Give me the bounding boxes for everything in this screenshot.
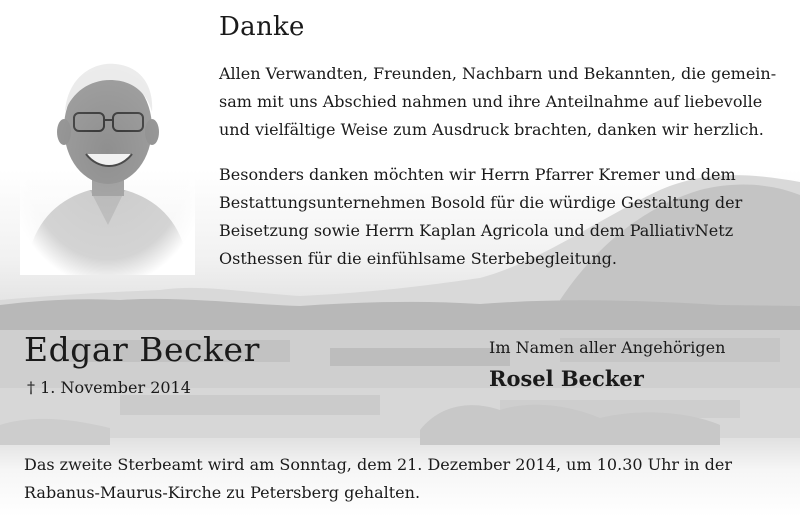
- text-line: Besonders danken möchten wir Herrn Pfarrer Kremer und dem: [219, 165, 736, 184]
- special-thanks-paragraph: [219, 161, 789, 273]
- text-line: Allen Verwandten, Freunden, Nachbarn und Bekannten, die gemein-: [219, 64, 777, 83]
- text-line: Rabanus-Maurus-Kirche zu Petersberg gehalten.: [24, 483, 421, 502]
- text-line: Osthessen für die einfühlsame Sterbebegleitung.: [219, 249, 617, 268]
- text-line: Bestattungsunternehmen Bosold für die würdige Gestaltung der: [219, 193, 743, 212]
- service-notice: [24, 451, 784, 507]
- signoff-name: Rosel Becker: [489, 366, 644, 391]
- signoff-intro: Im Namen aller Angehörigen: [489, 338, 726, 357]
- field: [330, 348, 510, 366]
- text-line: Das zweite Sterbeamt wird am Sonntag, dem 21. Dezember 2014, um 10.30 Uhr in der: [24, 455, 733, 474]
- text-line: und vielfältige Weise zum Ausdruck brachten, danken wir herzlich.: [219, 120, 764, 139]
- portrait-photo: [20, 50, 195, 275]
- death-date: † 1. November 2014: [27, 378, 191, 397]
- deceased-name: Edgar Becker: [24, 330, 260, 369]
- tree-line: [0, 299, 800, 330]
- field: [120, 395, 380, 415]
- thanks-paragraph: [219, 60, 789, 144]
- text-line: Beisetzung sowie Herrn Kaplan Agricola und dem PalliativNetz: [219, 221, 734, 240]
- heading-danke: Danke: [219, 12, 305, 42]
- text-line: sam mit uns Abschied nahmen und ihre Anteilnahme auf liebevolle: [219, 92, 763, 111]
